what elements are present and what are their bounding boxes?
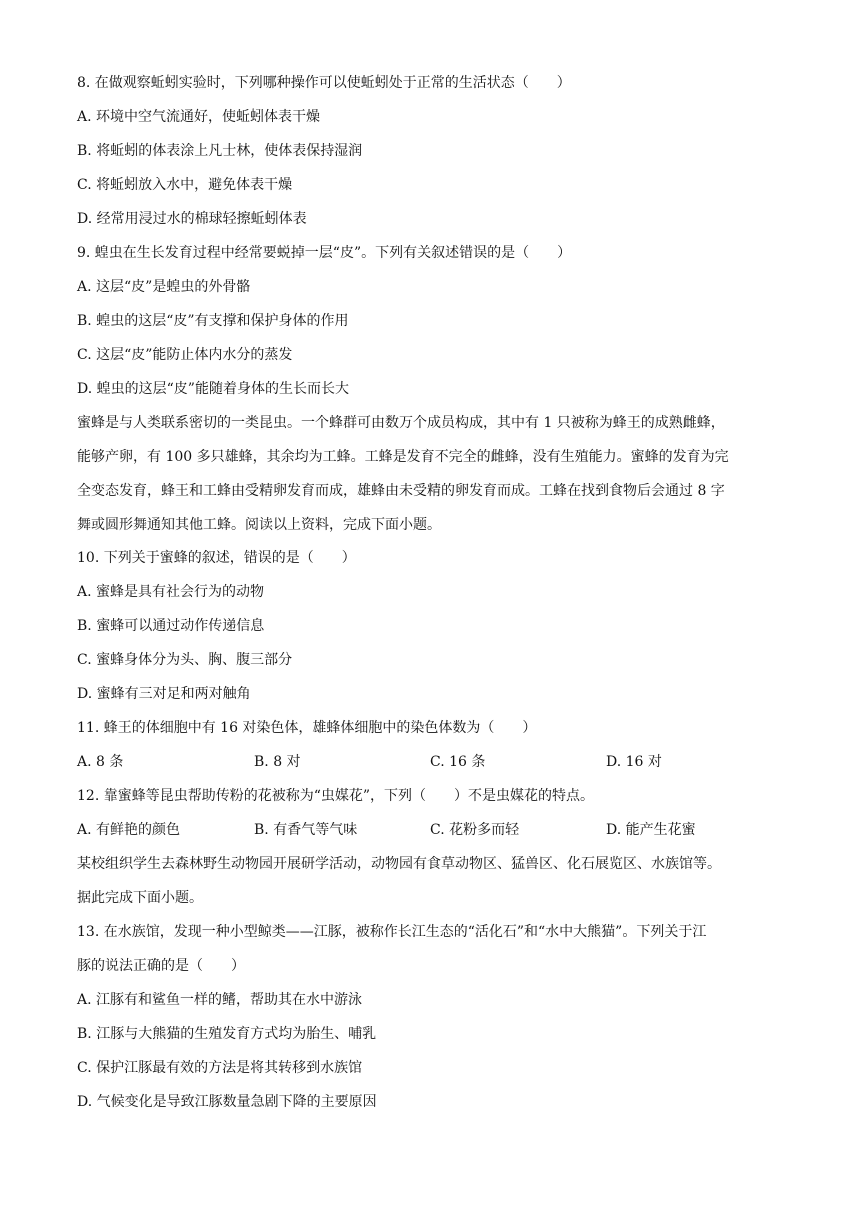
question-8-option-a: A. 环境中空气流通好，使蚯蚓体表干燥 bbox=[77, 109, 321, 125]
question-11-option-c: C. 16 条 bbox=[430, 754, 486, 770]
question-10-option-b: B. 蜜蜂可以通过动作传递信息 bbox=[77, 618, 265, 634]
question-9-option-c: C. 这层“皮”能防止体内水分的蒸发 bbox=[77, 347, 293, 363]
question-10-option-c: C. 蜜蜂身体分为头、胸、腹三部分 bbox=[77, 652, 293, 668]
question-12-option-a: A. 有鲜艳的颜色 bbox=[77, 822, 181, 838]
question-9-option-d: D. 蝗虫的这层“皮”能随着身体的生长而长大 bbox=[77, 381, 349, 397]
question-8-stem: 8. 在做观察蚯蚓实验时，下列哪种操作可以使蚯蚓处于正常的生活状态（ ） bbox=[77, 75, 571, 91]
question-13-option-a: A. 江豚有和鲨鱼一样的鳍，帮助其在水中游泳 bbox=[77, 992, 363, 1008]
question-11-stem: 11. 蜂王的体细胞中有 16 对染色体，雄蜂体细胞中的染色体数为（ ） bbox=[77, 720, 537, 736]
passage-1-line: 全变态发育，蜂王和工蜂由受精卵发育而成，雄蜂由未受精的卵发育而成。工蜂在找到食物后会通过 8 字 bbox=[77, 483, 725, 499]
question-12-option-b: B. 有香气等气味 bbox=[254, 822, 358, 838]
question-10-stem: 10. 下列关于蜜蜂的叙述，错误的是（ ） bbox=[77, 550, 356, 566]
passage-1-line: 舞或圆形舞通知其他工蜂。阅读以上资料，完成下面小题。 bbox=[77, 517, 441, 533]
question-8-option-b: B. 将蚯蚓的体表涂上凡士林，使体表保持湿润 bbox=[77, 143, 363, 159]
question-11-option-d: D. 16 对 bbox=[606, 754, 662, 770]
question-12-stem: 12. 靠蜜蜂等昆虫帮助传粉的花被称为“虫媒花”，下列（ ）不是虫媒花的特点。 bbox=[77, 788, 595, 804]
question-13-option-b: B. 江豚与大熊猫的生殖发育方式均为胎生、哺乳 bbox=[77, 1026, 377, 1042]
question-8-option-d: D. 经常用浸过水的棉球轻擦蚯蚓体表 bbox=[77, 211, 307, 227]
question-13-option-c: C. 保护江豚最有效的方法是将其转移到水族馆 bbox=[77, 1060, 363, 1076]
question-13-stem-line: 13. 在水族馆，发现一种小型鲸类——江豚，被称作长江生态的“活化石”和“水中大熊猫”。下列关于江 bbox=[77, 924, 707, 940]
question-12-option-d: D. 能产生花蜜 bbox=[606, 822, 696, 838]
question-10-option-a: A. 蜜蜂是具有社会行为的动物 bbox=[77, 584, 265, 600]
question-9-stem: 9. 蝗虫在生长发育过程中经常要蜕掉一层“皮”。下列有关叙述错误的是（ ） bbox=[77, 245, 572, 261]
passage-2-line: 据此完成下面小题。 bbox=[77, 890, 203, 906]
question-9-option-b: B. 蝗虫的这层“皮”有支撑和保护身体的作用 bbox=[77, 313, 349, 329]
question-10-option-d: D. 蜜蜂有三对足和两对触角 bbox=[77, 686, 251, 702]
question-11-option-a: A. 8 条 bbox=[77, 754, 124, 770]
question-13-option-d: D. 气候变化是导致江豚数量急剧下降的主要原因 bbox=[77, 1094, 377, 1110]
question-11-option-b: B. 8 对 bbox=[254, 754, 301, 770]
passage-1-line: 蜜蜂是与人类联系密切的一类昆虫。一个蜂群可由数万个成员构成，其中有 1 只被称为蜂王的成熟雌蜂， bbox=[77, 415, 725, 431]
question-9-option-a: A. 这层“皮”是蝗虫的外骨骼 bbox=[77, 279, 251, 295]
question-13-stem-line: 豚的说法正确的是（ ） bbox=[77, 958, 245, 974]
passage-1-line: 能够产卵，有 100 多只雄蜂，其余均为工蜂。工蜂是发育不完全的雌蜂，没有生殖能力。蜜蜂的发育为完 bbox=[77, 449, 729, 465]
question-8-option-c: C. 将蚯蚓放入水中，避免体表干燥 bbox=[77, 177, 293, 193]
question-12-option-c: C. 花粉多而轻 bbox=[430, 822, 520, 838]
passage-2-line: 某校组织学生去森林野生动物园开展研学活动，动物园有食草动物区、猛兽区、化石展览区、水族馆等。 bbox=[77, 856, 721, 872]
